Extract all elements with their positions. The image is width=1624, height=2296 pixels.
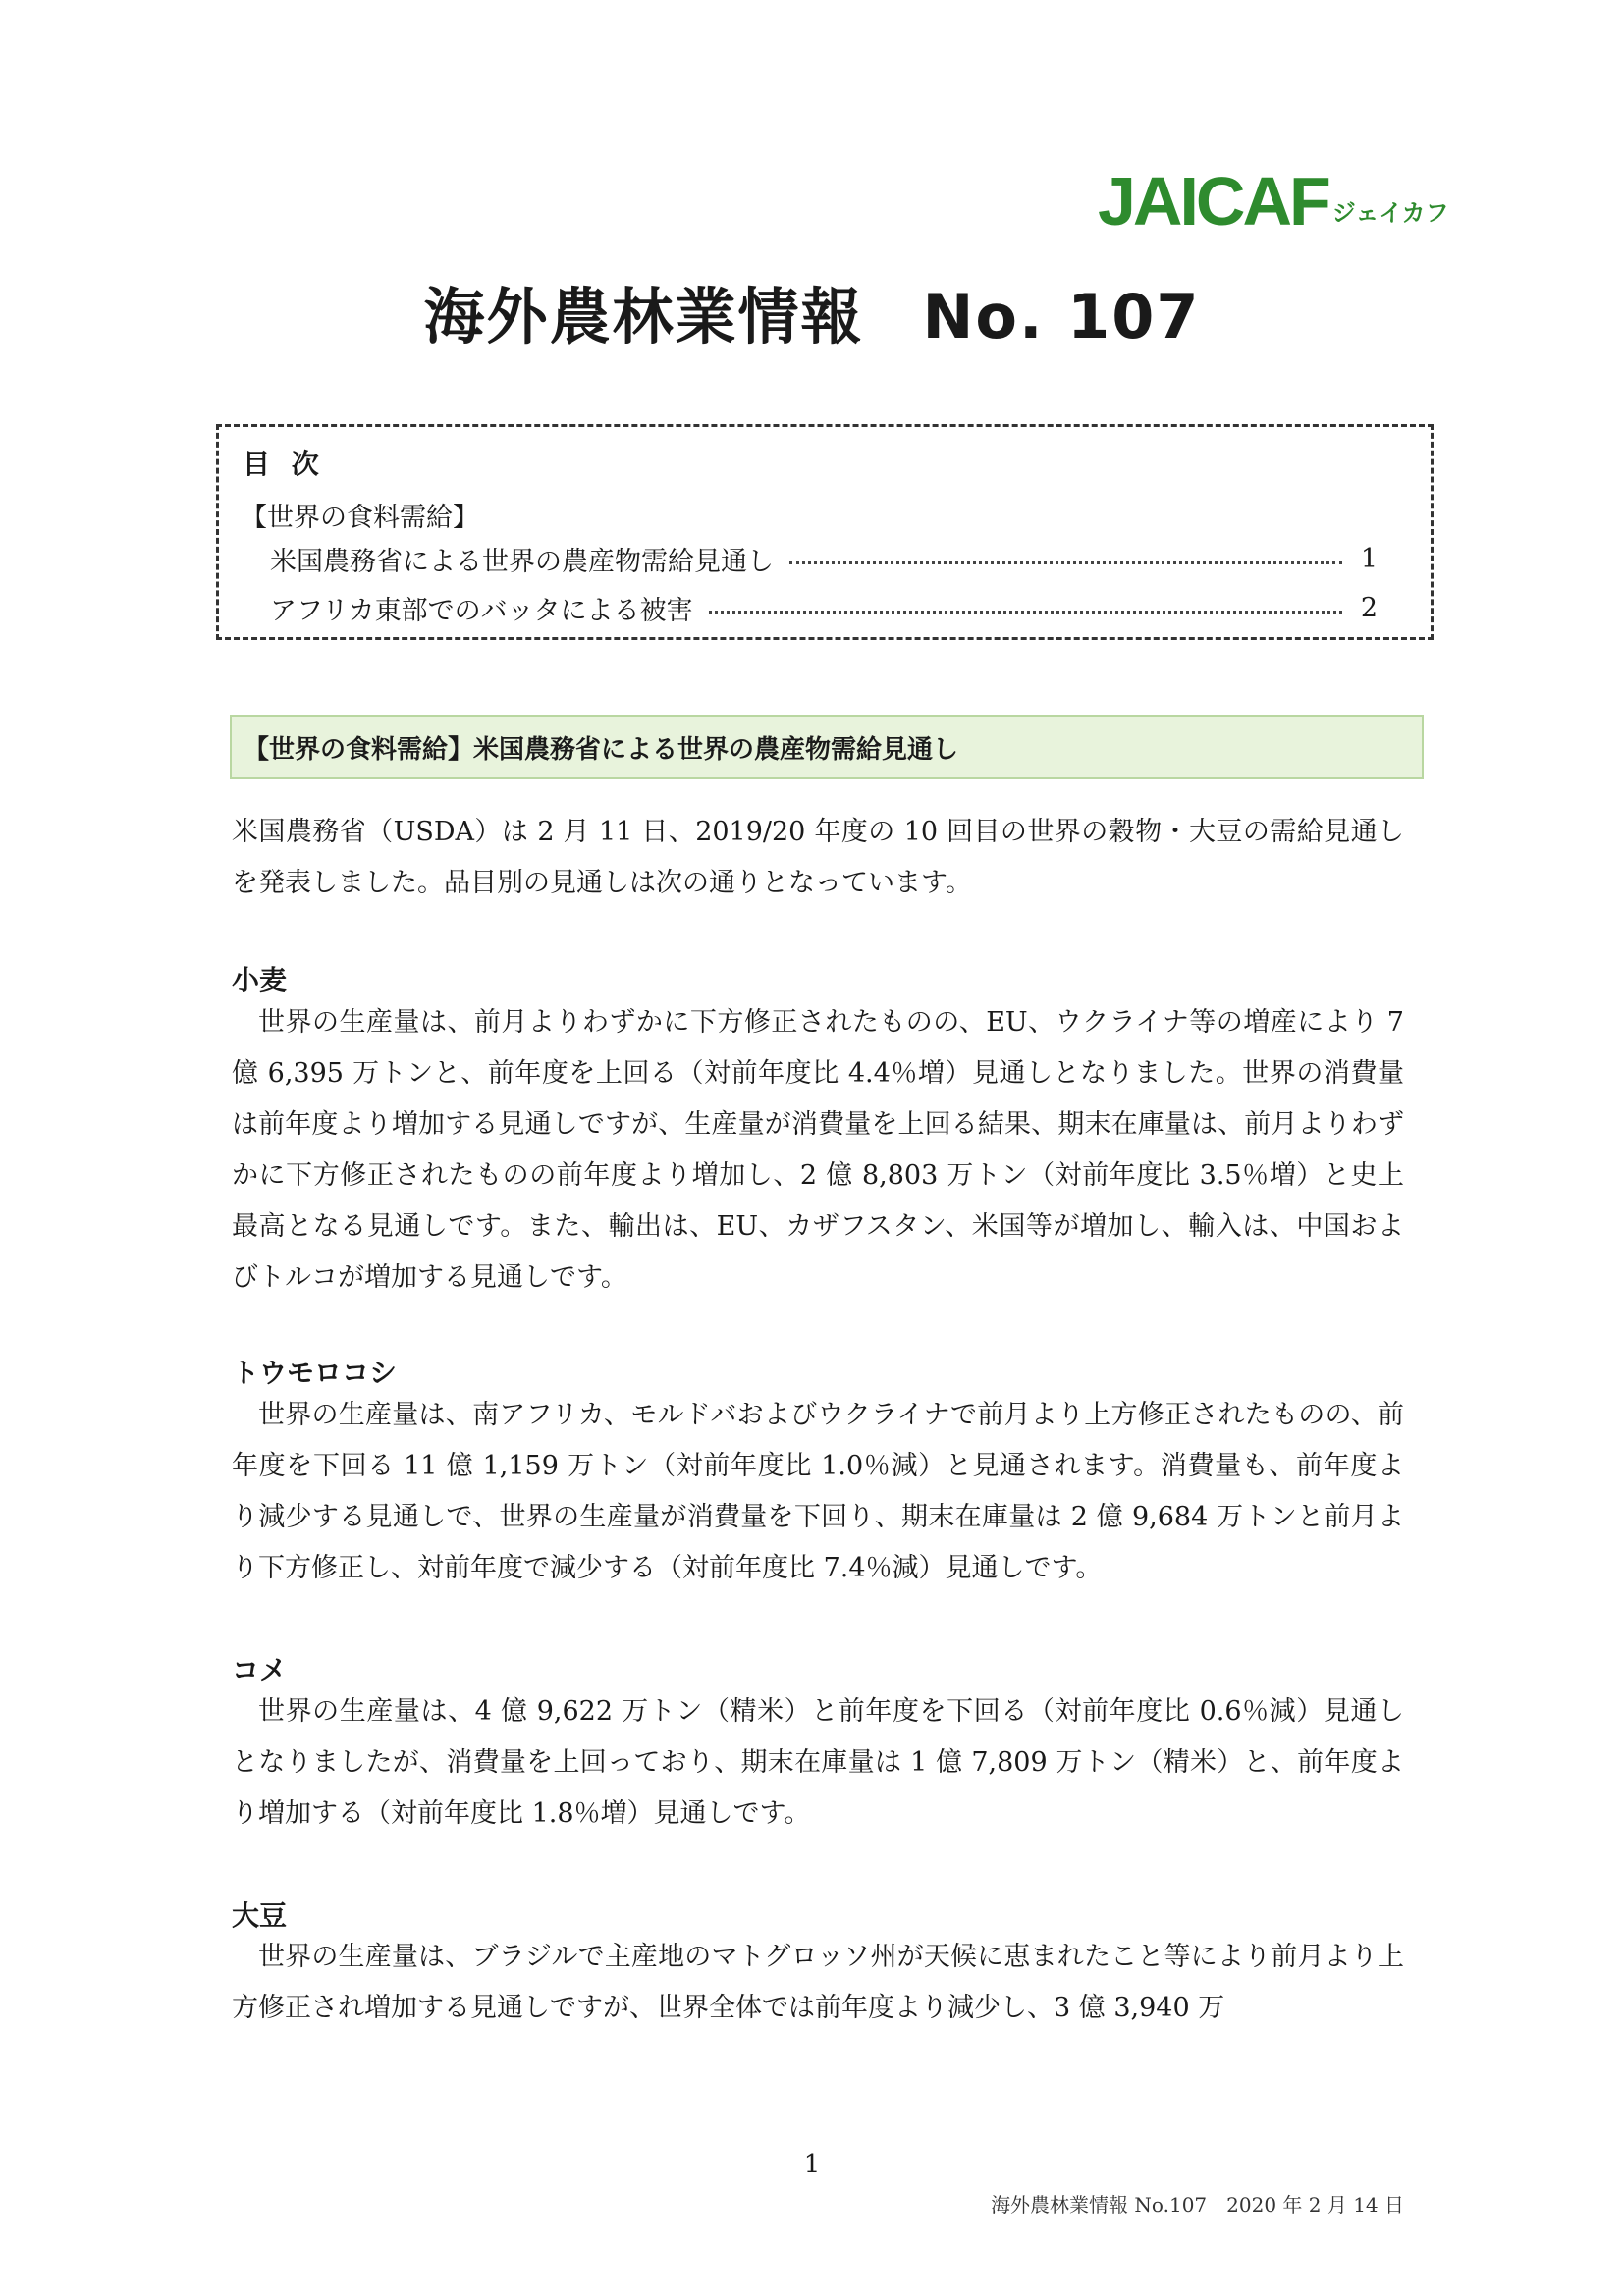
title-main: 海外農林業情報: [423, 281, 864, 352]
section-text-corn: 世界の生産量は、南アフリカ、モルドバおよびウクライナで前月より上方修正されたものの、前年度を下回る 11 億 1,159 万トン（対前年度比 1.0％減）と見通されます。消費量も、前年度より減少する見通しで、世界の生産量が消費量を下回り、期末在庫量は 2 億 9,684 万トンと前月より下方修正し、対前年度で減少する（対前年度比 7.4％減）見通しです。: [232, 1400, 1404, 1583]
jaicaf-logo: [1098, 157, 1449, 240]
dot-leader: [709, 611, 1342, 614]
section-heading-soybean: 大豆: [232, 1899, 288, 1932]
issue-number: No. 107: [922, 281, 1201, 352]
footer-issue-date: 海外農林業情報 No.107 2020 年 2 月 14 日: [991, 2193, 1404, 2216]
toc-heading: 目 次: [243, 448, 325, 480]
section-text-wheat: 世界の生産量は、前月よりわずかに下方修正されたものの、EU、ウクライナ等の増産により 7 億 6,395 万トンと、前年度を上回る（対前年度比 4.4％増）見通しとなりました。世界の消費量は前年度より増加する見通しですが、生産量が消費量を上回る結果、期末在庫量は、前月よりわずかに下方修正されたものの前年度より増加し、2 億 8,803 万トン（対前年度比 3.5％増）と史上最高となる見通しです。また、輸出は、EU、カザフスタン、米国等が増加し、輸入は、中国およびトルコが増加する見通しです。: [232, 1007, 1404, 1293]
toc-entry[interactable]: [270, 541, 1378, 576]
section-heading-wheat: 小麦: [232, 964, 288, 996]
section-text-rice: 世界の生産量は、4 億 9,622 万トン（精米）と前年度を下回る（対前年度比 0.6％減）見通しとなりましたが、消費量を上回っており、期末在庫量は 1 億 7,809 万トン（精米）と、前年度より増加する（対前年度比 1.8％増）見通しです。: [232, 1696, 1404, 1829]
article-banner: 【世界の食料需給】米国農務省による世界の農産物需給見通し: [230, 715, 1424, 779]
toc-entry-page: 2: [1360, 592, 1378, 623]
document-title: [0, 281, 1624, 352]
article-intro: 米国農務省（USDA）は 2 月 11 日、2019/20 年度の 10 回目の世界の穀物・大豆の需給見通しを発表しました。品目別の見通しは次の通りとなっています。: [232, 817, 1404, 898]
toc-entry-page: 1: [1360, 543, 1378, 574]
toc-entry-label: アフリカ東部でのバッタによる被害: [270, 595, 693, 626]
logo-main-text: JAICAF: [1098, 163, 1328, 240]
toc-section-label: 【世界の食料需給】: [241, 503, 479, 533]
logo-sub-text: ジェイカフ: [1331, 199, 1449, 227]
table-of-contents: [216, 424, 1434, 640]
toc-entry[interactable]: [270, 590, 1378, 625]
dot-leader: [789, 561, 1342, 564]
section-heading-rice: コメ: [232, 1654, 288, 1686]
section-text-soybean: 世界の生産量は、ブラジルで主産地のマトグロッソ州が天候に恵まれたこと等により前月より上方修正され増加する見通しですが、世界全体では前年度より減少し、3 億 3,940 万: [232, 1942, 1404, 2023]
toc-entry-label: 米国農務省による世界の農産物需給見通し: [270, 546, 774, 577]
section-heading-corn: トウモロコシ: [232, 1357, 398, 1389]
page-number: 1: [803, 2150, 821, 2179]
